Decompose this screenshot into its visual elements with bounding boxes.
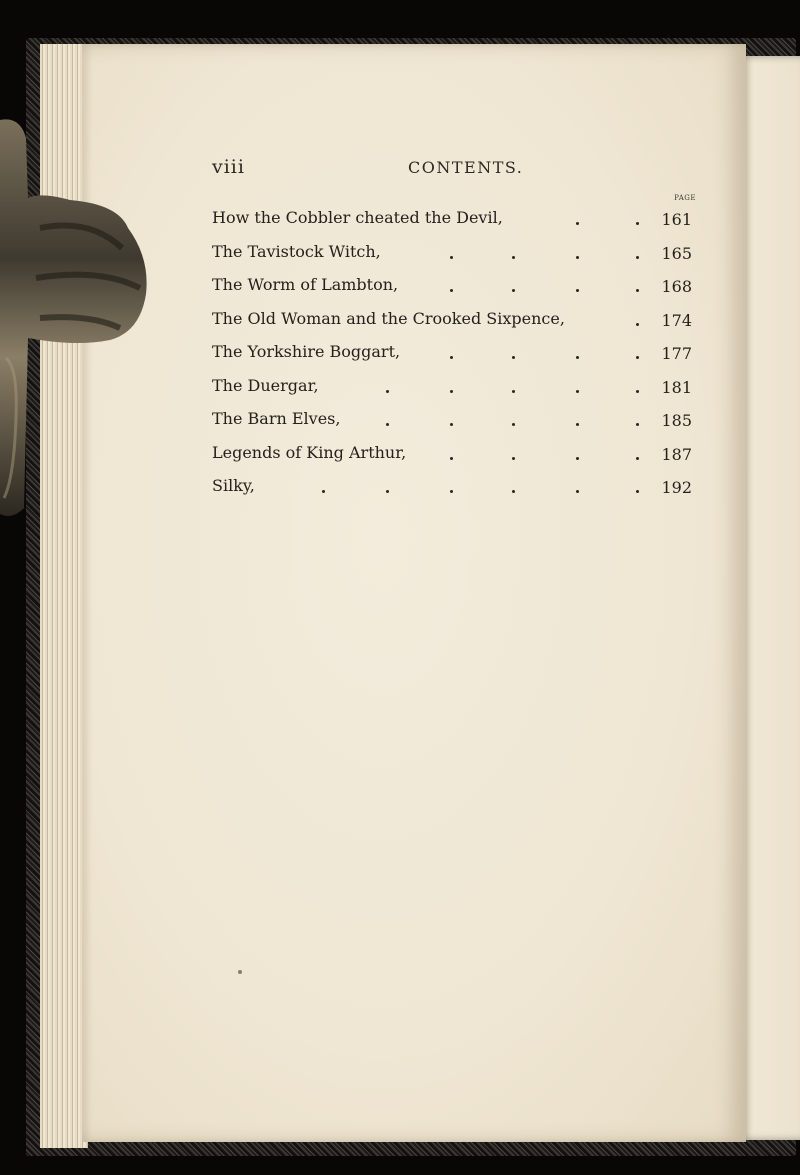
leader-dot (512, 490, 515, 493)
leader-dot (636, 289, 639, 292)
leader-dot (386, 423, 389, 426)
toc-entry (212, 372, 696, 406)
leader-dot (576, 356, 579, 359)
toc-entry (212, 204, 696, 238)
leader-dot (450, 390, 453, 393)
leader-dot (636, 390, 639, 393)
toc-entry-title: The Worm of Lambton, (212, 275, 399, 294)
leader-dot (636, 356, 639, 359)
leader-dot (636, 423, 639, 426)
toc-entry-title: The Old Woman and the Crooked Sixpence, (212, 308, 565, 328)
toc-entry-title: The Barn Elves, (212, 409, 341, 428)
toc-entry-page: 174 (661, 310, 692, 330)
toc-entry (212, 439, 696, 473)
leader-dot (576, 490, 579, 493)
leader-dot (450, 457, 453, 460)
leader-dot (576, 390, 579, 393)
leader-dot (636, 222, 639, 225)
leader-dot (450, 356, 453, 359)
toc-entry (212, 405, 696, 439)
leader-dot (576, 222, 579, 225)
table-of-contents (212, 204, 696, 506)
leader-dot (512, 289, 515, 292)
toc-entry-page: 161 (661, 210, 692, 229)
leader-dot (512, 356, 515, 359)
leader-dot (322, 490, 325, 493)
toc-entry (212, 238, 696, 272)
toc-entry (212, 305, 696, 339)
leader-dot (636, 256, 639, 259)
toc-entry-page: 165 (661, 243, 692, 263)
leader-dot (636, 323, 639, 326)
leader-dot (576, 256, 579, 259)
toc-entry (212, 271, 696, 305)
running-head: CONTENTS. (408, 158, 524, 177)
toc-entry-title: The Tavistock Witch, (212, 241, 381, 261)
facing-page-edge (738, 56, 800, 1140)
toc-entry-title: Legends of King Arthur, (212, 442, 407, 462)
page-clip-holder (0, 118, 150, 518)
toc-entry (212, 472, 696, 506)
leader-dot (386, 490, 389, 493)
toc-entry-page: 168 (661, 277, 692, 296)
leader-dot (450, 490, 453, 493)
toc-entry-title: How the Cobbler cheated the Devil, (212, 208, 503, 227)
toc-entry-page: 192 (661, 478, 692, 497)
toc-entry-page: 177 (661, 344, 692, 363)
leader-dot (576, 423, 579, 426)
paper-speck (238, 970, 242, 974)
page-number: viii (212, 156, 245, 178)
leader-dot (450, 256, 453, 259)
leader-dot (512, 423, 515, 426)
toc-entry-title: Silky, (212, 476, 255, 495)
leader-dot (576, 289, 579, 292)
toc-entry-page: 181 (661, 377, 692, 397)
leader-dot (512, 457, 515, 460)
leader-dot (450, 289, 453, 292)
leader-dot (512, 390, 515, 393)
page-column-label: PAGE (674, 194, 696, 202)
toc-entry-page: 187 (661, 444, 692, 464)
toc-entry (212, 338, 696, 372)
leader-dot (512, 256, 515, 259)
toc-entry-title: The Yorkshire Boggart, (212, 342, 401, 361)
leader-dot (636, 490, 639, 493)
leader-dot (450, 423, 453, 426)
leader-dot (576, 457, 579, 460)
toc-entry-page: 185 (661, 411, 692, 430)
leader-dot (386, 390, 389, 393)
toc-entry-title: The Duergar, (212, 375, 319, 395)
leader-dot (636, 457, 639, 460)
